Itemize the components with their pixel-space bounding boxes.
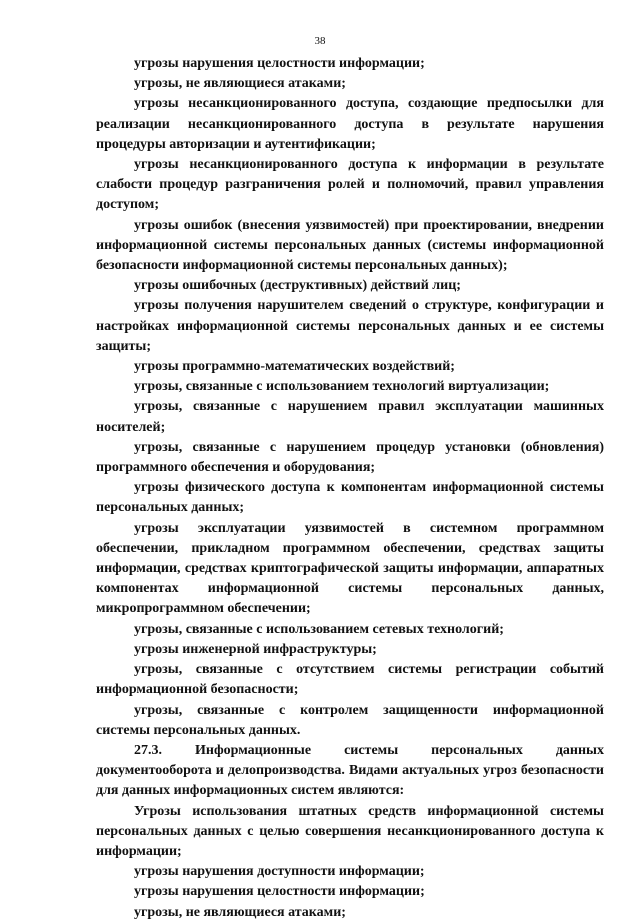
paragraph: угрозы нарушения доступности информации; — [134, 864, 425, 880]
paragraph: угрозы, связанные с отсутствием системы регистрации событий информационной безопасности; — [96, 662, 604, 698]
paragraph: угрозы ошибочных (деструктивных) действий лиц; — [134, 278, 461, 294]
paragraph: угрозы несанкционированного доступа, создающие предпосылки для реализации несанкционированного доступа в результате нарушения процедуры авторизации и аутентификации; — [96, 96, 604, 152]
paragraph: угрозы эксплуатации уязвимостей в системном программном обеспечении, прикладном программном обеспечении, средствах защиты информации, средствах криптографической защиты информации, аппаратных компонентах информационной системы персональных данных, микропрограммном обеспечении; — [96, 520, 604, 617]
section-paragraph: 27.3. Информационные системы персональных данных документооборота и делопроизводства. Видами актуальных угроз безопасности для данных информационных систем являются: — [96, 742, 604, 799]
paragraph: Угрозы использования штатных средств информационной системы персональных данных с целью совершения несанкционированного доступа к информации; — [96, 803, 604, 859]
paragraph: угрозы, не являющиеся атаками; — [134, 76, 346, 92]
paragraph: угрозы ошибок (внесения уязвимостей) при проектировании, внедрении информационной системы персональных данных (системы информационной безопасности информационной системы персональных данных); — [96, 217, 604, 274]
paragraph: угрозы, связанные с нарушением правил эксплуатации машинных носителей; — [96, 399, 604, 435]
paragraph: угрозы, связанные с нарушением процедур установки (обновления) программного обеспечения и оборудования; — [96, 439, 604, 476]
paragraph: угрозы, связанные с контролем защищенности информационной системы персональных данных. — [96, 702, 604, 738]
paragraph: угрозы программно-математических воздействий; — [134, 359, 455, 375]
paragraph: угрозы нарушения целостности информации; — [134, 56, 425, 71]
paragraph: угрозы получения нарушителем сведений о структуре, конфигурации и настройках информационной системы персональных данных и ее системы защиты; — [96, 298, 604, 354]
paragraph: угрозы несанкционированного доступа к информации в результате слабости процедур разграничения ролей и полномочий, правил управления доступом; — [96, 157, 604, 213]
paragraph: угрозы, связанные с использованием сетевых технологий; — [134, 621, 504, 637]
paragraph: угрозы нарушения целостности информации; — [134, 884, 425, 900]
paragraph: угрозы физического доступа к компонентам информационной системы персональных данных; — [96, 480, 604, 516]
page-number: 38 — [314, 35, 326, 47]
paragraph: угрозы, не являющиеся атаками; — [134, 904, 346, 920]
page-body — [96, 54, 604, 923]
paragraph: угрозы инженерной инфраструктуры; — [134, 641, 377, 657]
paragraph: угрозы, связанные с использованием технологий виртуализации; — [134, 379, 550, 395]
